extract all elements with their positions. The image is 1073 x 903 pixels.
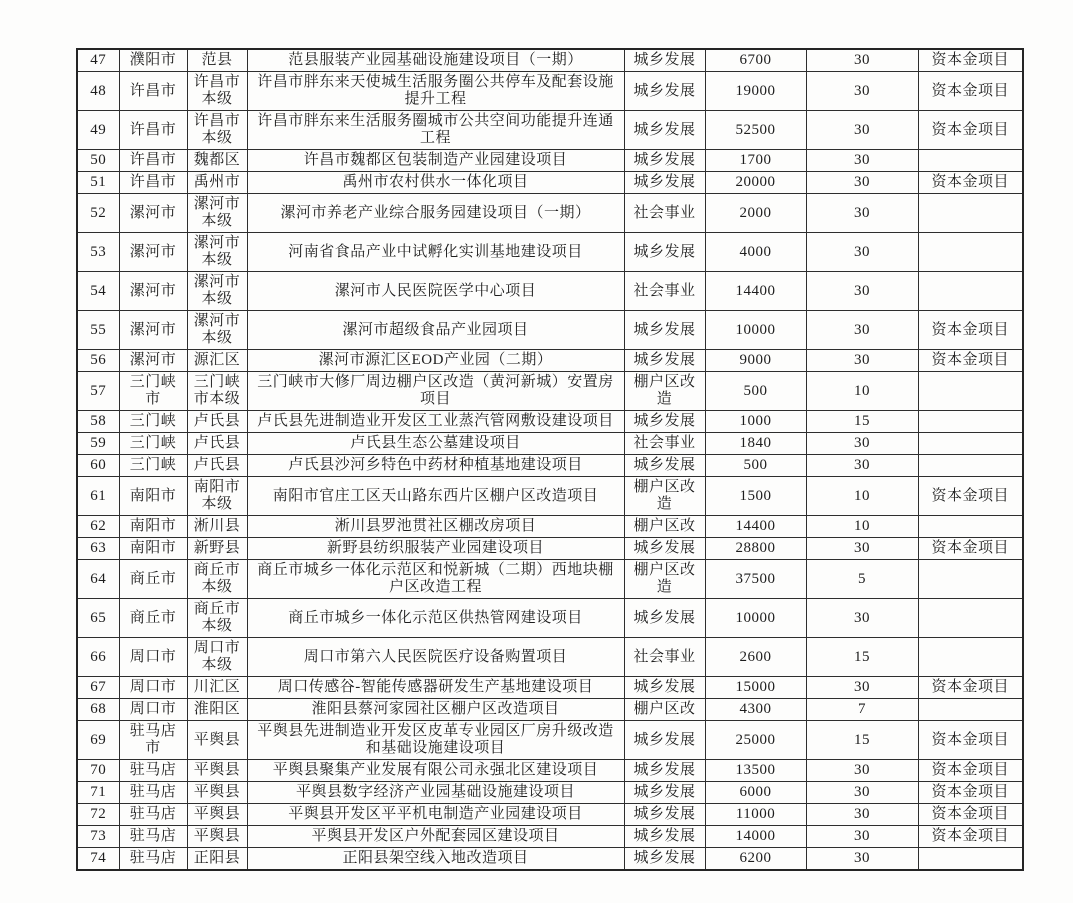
cell-project-type: 资本金项目 (918, 826, 1023, 848)
cell-city: 驻马店 (119, 826, 187, 848)
cell-category: 城乡发展 (624, 49, 705, 72)
cell-term: 30 (806, 848, 918, 871)
cell-project-type: 资本金项目 (918, 477, 1023, 516)
cell-city: 南阳市 (119, 538, 187, 560)
cell-project-type: 资本金项目 (918, 49, 1023, 72)
cell-amount: 6200 (705, 848, 806, 871)
cell-district: 新野县 (187, 538, 247, 560)
cell-project-name: 卢氏县生态公墓建设项目 (247, 433, 624, 455)
cell-project-type: 资本金项目 (918, 804, 1023, 826)
cell-city: 许昌市 (119, 72, 187, 111)
cell-city: 周口市 (119, 638, 187, 677)
cell-district: 平舆县 (187, 721, 247, 760)
cell-term: 30 (806, 272, 918, 311)
cell-project-type (918, 455, 1023, 477)
cell-amount: 37500 (705, 560, 806, 599)
cell-project-type (918, 516, 1023, 538)
cell-project-name: 淮阳县蔡河家园社区棚户区改造项目 (247, 699, 624, 721)
cell-amount: 20000 (705, 172, 806, 194)
cell-term: 15 (806, 411, 918, 433)
cell-project-type (918, 372, 1023, 411)
cell-project-name: 商丘市城乡一体化示范区供热管网建设项目 (247, 599, 624, 638)
cell-sequence-number: 66 (77, 638, 119, 677)
cell-term: 30 (806, 49, 918, 72)
cell-sequence-number: 53 (77, 233, 119, 272)
cell-sequence-number: 61 (77, 477, 119, 516)
cell-district: 平舆县 (187, 782, 247, 804)
cell-category: 社会事业 (624, 272, 705, 311)
table-row (77, 350, 1023, 372)
cell-category: 城乡发展 (624, 804, 705, 826)
cell-category: 城乡发展 (624, 455, 705, 477)
cell-project-name: 周口传感谷-智能传感器研发生产基地建设项目 (247, 677, 624, 699)
table-row (77, 72, 1023, 111)
cell-amount: 14000 (705, 826, 806, 848)
cell-district: 平舆县 (187, 826, 247, 848)
table-row (77, 455, 1023, 477)
cell-amount: 25000 (705, 721, 806, 760)
cell-project-name: 平舆县先进制造业开发区皮革专业园区厂房升级改造和基础设施建设项目 (247, 721, 624, 760)
cell-project-type: 资本金项目 (918, 721, 1023, 760)
table-row (77, 172, 1023, 194)
cell-category: 棚户区改造 (624, 560, 705, 599)
cell-category: 城乡发展 (624, 411, 705, 433)
cell-city: 驻马店 (119, 848, 187, 871)
cell-sequence-number: 60 (77, 455, 119, 477)
cell-city: 商丘市 (119, 560, 187, 599)
cell-district: 卢氏县 (187, 433, 247, 455)
cell-term: 30 (806, 150, 918, 172)
cell-project-name: 平舆县聚集产业发展有限公司永强北区建设项目 (247, 760, 624, 782)
cell-project-type (918, 560, 1023, 599)
cell-amount: 10000 (705, 311, 806, 350)
table-row (77, 677, 1023, 699)
cell-term: 30 (806, 350, 918, 372)
cell-city: 周口市 (119, 677, 187, 699)
cell-amount: 2000 (705, 194, 806, 233)
cell-project-type: 资本金项目 (918, 760, 1023, 782)
table-row (77, 516, 1023, 538)
cell-city: 漯河市 (119, 194, 187, 233)
cell-amount: 9000 (705, 350, 806, 372)
table-row (77, 477, 1023, 516)
cell-district: 卢氏县 (187, 455, 247, 477)
cell-category: 城乡发展 (624, 350, 705, 372)
cell-amount: 4300 (705, 699, 806, 721)
cell-sequence-number: 70 (77, 760, 119, 782)
cell-sequence-number: 59 (77, 433, 119, 455)
table-row (77, 538, 1023, 560)
table-row (77, 411, 1023, 433)
table-row (77, 804, 1023, 826)
cell-project-type (918, 233, 1023, 272)
table-row (77, 638, 1023, 677)
cell-amount: 14400 (705, 516, 806, 538)
cell-amount: 1000 (705, 411, 806, 433)
cell-project-type: 资本金项目 (918, 172, 1023, 194)
cell-project-name: 正阳县架空线入地改造项目 (247, 848, 624, 871)
cell-city: 周口市 (119, 699, 187, 721)
cell-amount: 6700 (705, 49, 806, 72)
cell-city: 濮阳市 (119, 49, 187, 72)
cell-district: 许昌市本级 (187, 111, 247, 150)
cell-category: 社会事业 (624, 638, 705, 677)
cell-term: 15 (806, 721, 918, 760)
cell-category: 城乡发展 (624, 599, 705, 638)
cell-term: 30 (806, 599, 918, 638)
cell-project-name: 平舆县开发区平平机电制造产业园建设项目 (247, 804, 624, 826)
cell-sequence-number: 47 (77, 49, 119, 72)
cell-amount: 500 (705, 455, 806, 477)
cell-project-name: 三门峡市大修厂周边棚户区改造（黄河新城）安置房项目 (247, 372, 624, 411)
cell-project-name: 平舆县开发区户外配套园区建设项目 (247, 826, 624, 848)
cell-category: 城乡发展 (624, 150, 705, 172)
cell-category: 棚户区改造 (624, 477, 705, 516)
cell-district: 正阳县 (187, 848, 247, 871)
cell-term: 30 (806, 111, 918, 150)
cell-term: 30 (806, 804, 918, 826)
cell-sequence-number: 50 (77, 150, 119, 172)
cell-category: 棚户区改 (624, 699, 705, 721)
cell-district: 平舆县 (187, 760, 247, 782)
cell-district: 三门峡市本级 (187, 372, 247, 411)
cell-term: 30 (806, 233, 918, 272)
cell-amount: 1500 (705, 477, 806, 516)
cell-sequence-number: 56 (77, 350, 119, 372)
table-row (77, 272, 1023, 311)
cell-district: 禹州市 (187, 172, 247, 194)
cell-district: 商丘市本级 (187, 560, 247, 599)
cell-project-name: 平舆县数字经济产业园基础设施建设项目 (247, 782, 624, 804)
cell-category: 城乡发展 (624, 72, 705, 111)
cell-city: 南阳市 (119, 516, 187, 538)
cell-sequence-number: 57 (77, 372, 119, 411)
table-row (77, 49, 1023, 72)
cell-sequence-number: 72 (77, 804, 119, 826)
cell-district: 卢氏县 (187, 411, 247, 433)
cell-district: 周口市本级 (187, 638, 247, 677)
cell-city: 驻马店 (119, 804, 187, 826)
cell-city: 三门峡 (119, 411, 187, 433)
cell-category: 城乡发展 (624, 760, 705, 782)
cell-category: 棚户区改造 (624, 372, 705, 411)
cell-term: 30 (806, 311, 918, 350)
cell-term: 10 (806, 477, 918, 516)
cell-district: 源汇区 (187, 350, 247, 372)
cell-project-name: 新野县纺织服装产业园建设项目 (247, 538, 624, 560)
cell-category: 城乡发展 (624, 826, 705, 848)
cell-sequence-number: 69 (77, 721, 119, 760)
cell-sequence-number: 67 (77, 677, 119, 699)
cell-sequence-number: 51 (77, 172, 119, 194)
cell-term: 30 (806, 782, 918, 804)
cell-city: 三门峡 (119, 433, 187, 455)
cell-project-name: 禹州市农村供水一体化项目 (247, 172, 624, 194)
cell-project-name: 许昌市魏都区包装制造产业园建设项目 (247, 150, 624, 172)
cell-amount: 2600 (705, 638, 806, 677)
cell-term: 30 (806, 760, 918, 782)
cell-sequence-number: 65 (77, 599, 119, 638)
cell-district: 范县 (187, 49, 247, 72)
cell-category: 城乡发展 (624, 538, 705, 560)
cell-project-type: 资本金项目 (918, 72, 1023, 111)
cell-sequence-number: 64 (77, 560, 119, 599)
cell-sequence-number: 63 (77, 538, 119, 560)
cell-project-name: 范县服装产业园基础设施建设项目（一期） (247, 49, 624, 72)
projects-table (76, 48, 1024, 871)
cell-category: 城乡发展 (624, 233, 705, 272)
cell-project-name: 河南省食品产业中试孵化实训基地建设项目 (247, 233, 624, 272)
cell-district: 平舆县 (187, 804, 247, 826)
cell-district: 漯河市本级 (187, 311, 247, 350)
table-row (77, 150, 1023, 172)
cell-term: 7 (806, 699, 918, 721)
cell-category: 城乡发展 (624, 848, 705, 871)
cell-term: 30 (806, 538, 918, 560)
cell-city: 漯河市 (119, 311, 187, 350)
cell-district: 漯河市本级 (187, 272, 247, 311)
cell-city: 驻马店市 (119, 721, 187, 760)
cell-sequence-number: 48 (77, 72, 119, 111)
cell-district: 魏都区 (187, 150, 247, 172)
cell-amount: 19000 (705, 72, 806, 111)
cell-project-type (918, 411, 1023, 433)
cell-term: 10 (806, 516, 918, 538)
cell-sequence-number: 58 (77, 411, 119, 433)
cell-city: 漯河市 (119, 350, 187, 372)
cell-city: 漯河市 (119, 272, 187, 311)
cell-term: 30 (806, 677, 918, 699)
cell-term: 5 (806, 560, 918, 599)
cell-term: 15 (806, 638, 918, 677)
cell-category: 城乡发展 (624, 677, 705, 699)
cell-city: 商丘市 (119, 599, 187, 638)
cell-amount: 1840 (705, 433, 806, 455)
cell-category: 城乡发展 (624, 111, 705, 150)
cell-project-name: 漯河市源汇区EOD产业园（二期） (247, 350, 624, 372)
cell-project-name: 卢氏县沙河乡特色中药材种植基地建设项目 (247, 455, 624, 477)
cell-project-type (918, 433, 1023, 455)
table-row (77, 826, 1023, 848)
cell-project-name: 漯河市超级食品产业园项目 (247, 311, 624, 350)
table-row (77, 194, 1023, 233)
cell-project-type: 资本金项目 (918, 350, 1023, 372)
cell-amount: 1700 (705, 150, 806, 172)
table-row (77, 848, 1023, 871)
cell-project-name: 漯河市养老产业综合服务园建设项目（一期） (247, 194, 624, 233)
table-row (77, 433, 1023, 455)
table-row (77, 782, 1023, 804)
table-row (77, 233, 1023, 272)
cell-project-name: 周口市第六人民医院医疗设备购置项目 (247, 638, 624, 677)
cell-project-name: 淅川县罗池贯社区棚改房项目 (247, 516, 624, 538)
table-row (77, 372, 1023, 411)
cell-term: 30 (806, 194, 918, 233)
cell-city: 许昌市 (119, 150, 187, 172)
cell-amount: 28800 (705, 538, 806, 560)
cell-project-type (918, 194, 1023, 233)
cell-sequence-number: 49 (77, 111, 119, 150)
cell-project-name: 漯河市人民医院医学中心项目 (247, 272, 624, 311)
cell-project-type (918, 150, 1023, 172)
cell-district: 许昌市本级 (187, 72, 247, 111)
cell-sequence-number: 71 (77, 782, 119, 804)
cell-project-name: 南阳市官庄工区天山路东西片区棚户区改造项目 (247, 477, 624, 516)
cell-category: 城乡发展 (624, 311, 705, 350)
cell-category: 社会事业 (624, 433, 705, 455)
cell-city: 驻马店 (119, 760, 187, 782)
table-row (77, 699, 1023, 721)
cell-district: 漯河市本级 (187, 194, 247, 233)
cell-sequence-number: 52 (77, 194, 119, 233)
cell-project-type: 资本金项目 (918, 111, 1023, 150)
cell-category: 城乡发展 (624, 721, 705, 760)
cell-amount: 14400 (705, 272, 806, 311)
cell-district: 南阳市本级 (187, 477, 247, 516)
cell-term: 10 (806, 372, 918, 411)
cell-sequence-number: 74 (77, 848, 119, 871)
cell-term: 30 (806, 455, 918, 477)
cell-sequence-number: 68 (77, 699, 119, 721)
cell-project-type (918, 848, 1023, 871)
cell-city: 南阳市 (119, 477, 187, 516)
cell-amount: 15000 (705, 677, 806, 699)
table-row (77, 721, 1023, 760)
cell-district: 漯河市本级 (187, 233, 247, 272)
cell-amount: 10000 (705, 599, 806, 638)
cell-sequence-number: 55 (77, 311, 119, 350)
table-row (77, 311, 1023, 350)
cell-district: 商丘市本级 (187, 599, 247, 638)
cell-city: 三门峡 (119, 455, 187, 477)
table-row (77, 111, 1023, 150)
cell-project-type (918, 272, 1023, 311)
cell-project-name: 许昌市胖东来生活服务圈城市公共空间功能提升连通工程 (247, 111, 624, 150)
cell-amount: 13500 (705, 760, 806, 782)
cell-project-type (918, 699, 1023, 721)
table-row (77, 599, 1023, 638)
cell-project-type (918, 638, 1023, 677)
cell-project-name: 卢氏县先进制造业开发区工业蒸汽管网敷设建设项目 (247, 411, 624, 433)
cell-term: 30 (806, 826, 918, 848)
cell-sequence-number: 62 (77, 516, 119, 538)
cell-amount: 52500 (705, 111, 806, 150)
cell-project-type: 资本金项目 (918, 782, 1023, 804)
cell-city: 三门峡市 (119, 372, 187, 411)
cell-project-type (918, 599, 1023, 638)
cell-category: 社会事业 (624, 194, 705, 233)
cell-amount: 4000 (705, 233, 806, 272)
cell-category: 城乡发展 (624, 172, 705, 194)
cell-district: 川汇区 (187, 677, 247, 699)
cell-sequence-number: 73 (77, 826, 119, 848)
cell-amount: 11000 (705, 804, 806, 826)
table-row (77, 760, 1023, 782)
table-row (77, 560, 1023, 599)
cell-project-type: 资本金项目 (918, 311, 1023, 350)
cell-project-type: 资本金项目 (918, 538, 1023, 560)
cell-amount: 500 (705, 372, 806, 411)
cell-project-type: 资本金项目 (918, 677, 1023, 699)
cell-term: 30 (806, 72, 918, 111)
cell-project-name: 商丘市城乡一体化示范区和悦新城（二期）西地块棚户区改造工程 (247, 560, 624, 599)
cell-term: 30 (806, 172, 918, 194)
cell-sequence-number: 54 (77, 272, 119, 311)
table-body (77, 49, 1023, 870)
cell-category: 棚户区改 (624, 516, 705, 538)
cell-district: 淮阳区 (187, 699, 247, 721)
cell-city: 驻马店 (119, 782, 187, 804)
cell-district: 淅川县 (187, 516, 247, 538)
cell-project-name: 许昌市胖东来天使城生活服务圈公共停车及配套设施提升工程 (247, 72, 624, 111)
cell-city: 许昌市 (119, 172, 187, 194)
cell-term: 30 (806, 433, 918, 455)
cell-category: 城乡发展 (624, 782, 705, 804)
cell-amount: 6000 (705, 782, 806, 804)
cell-city: 许昌市 (119, 111, 187, 150)
cell-city: 漯河市 (119, 233, 187, 272)
